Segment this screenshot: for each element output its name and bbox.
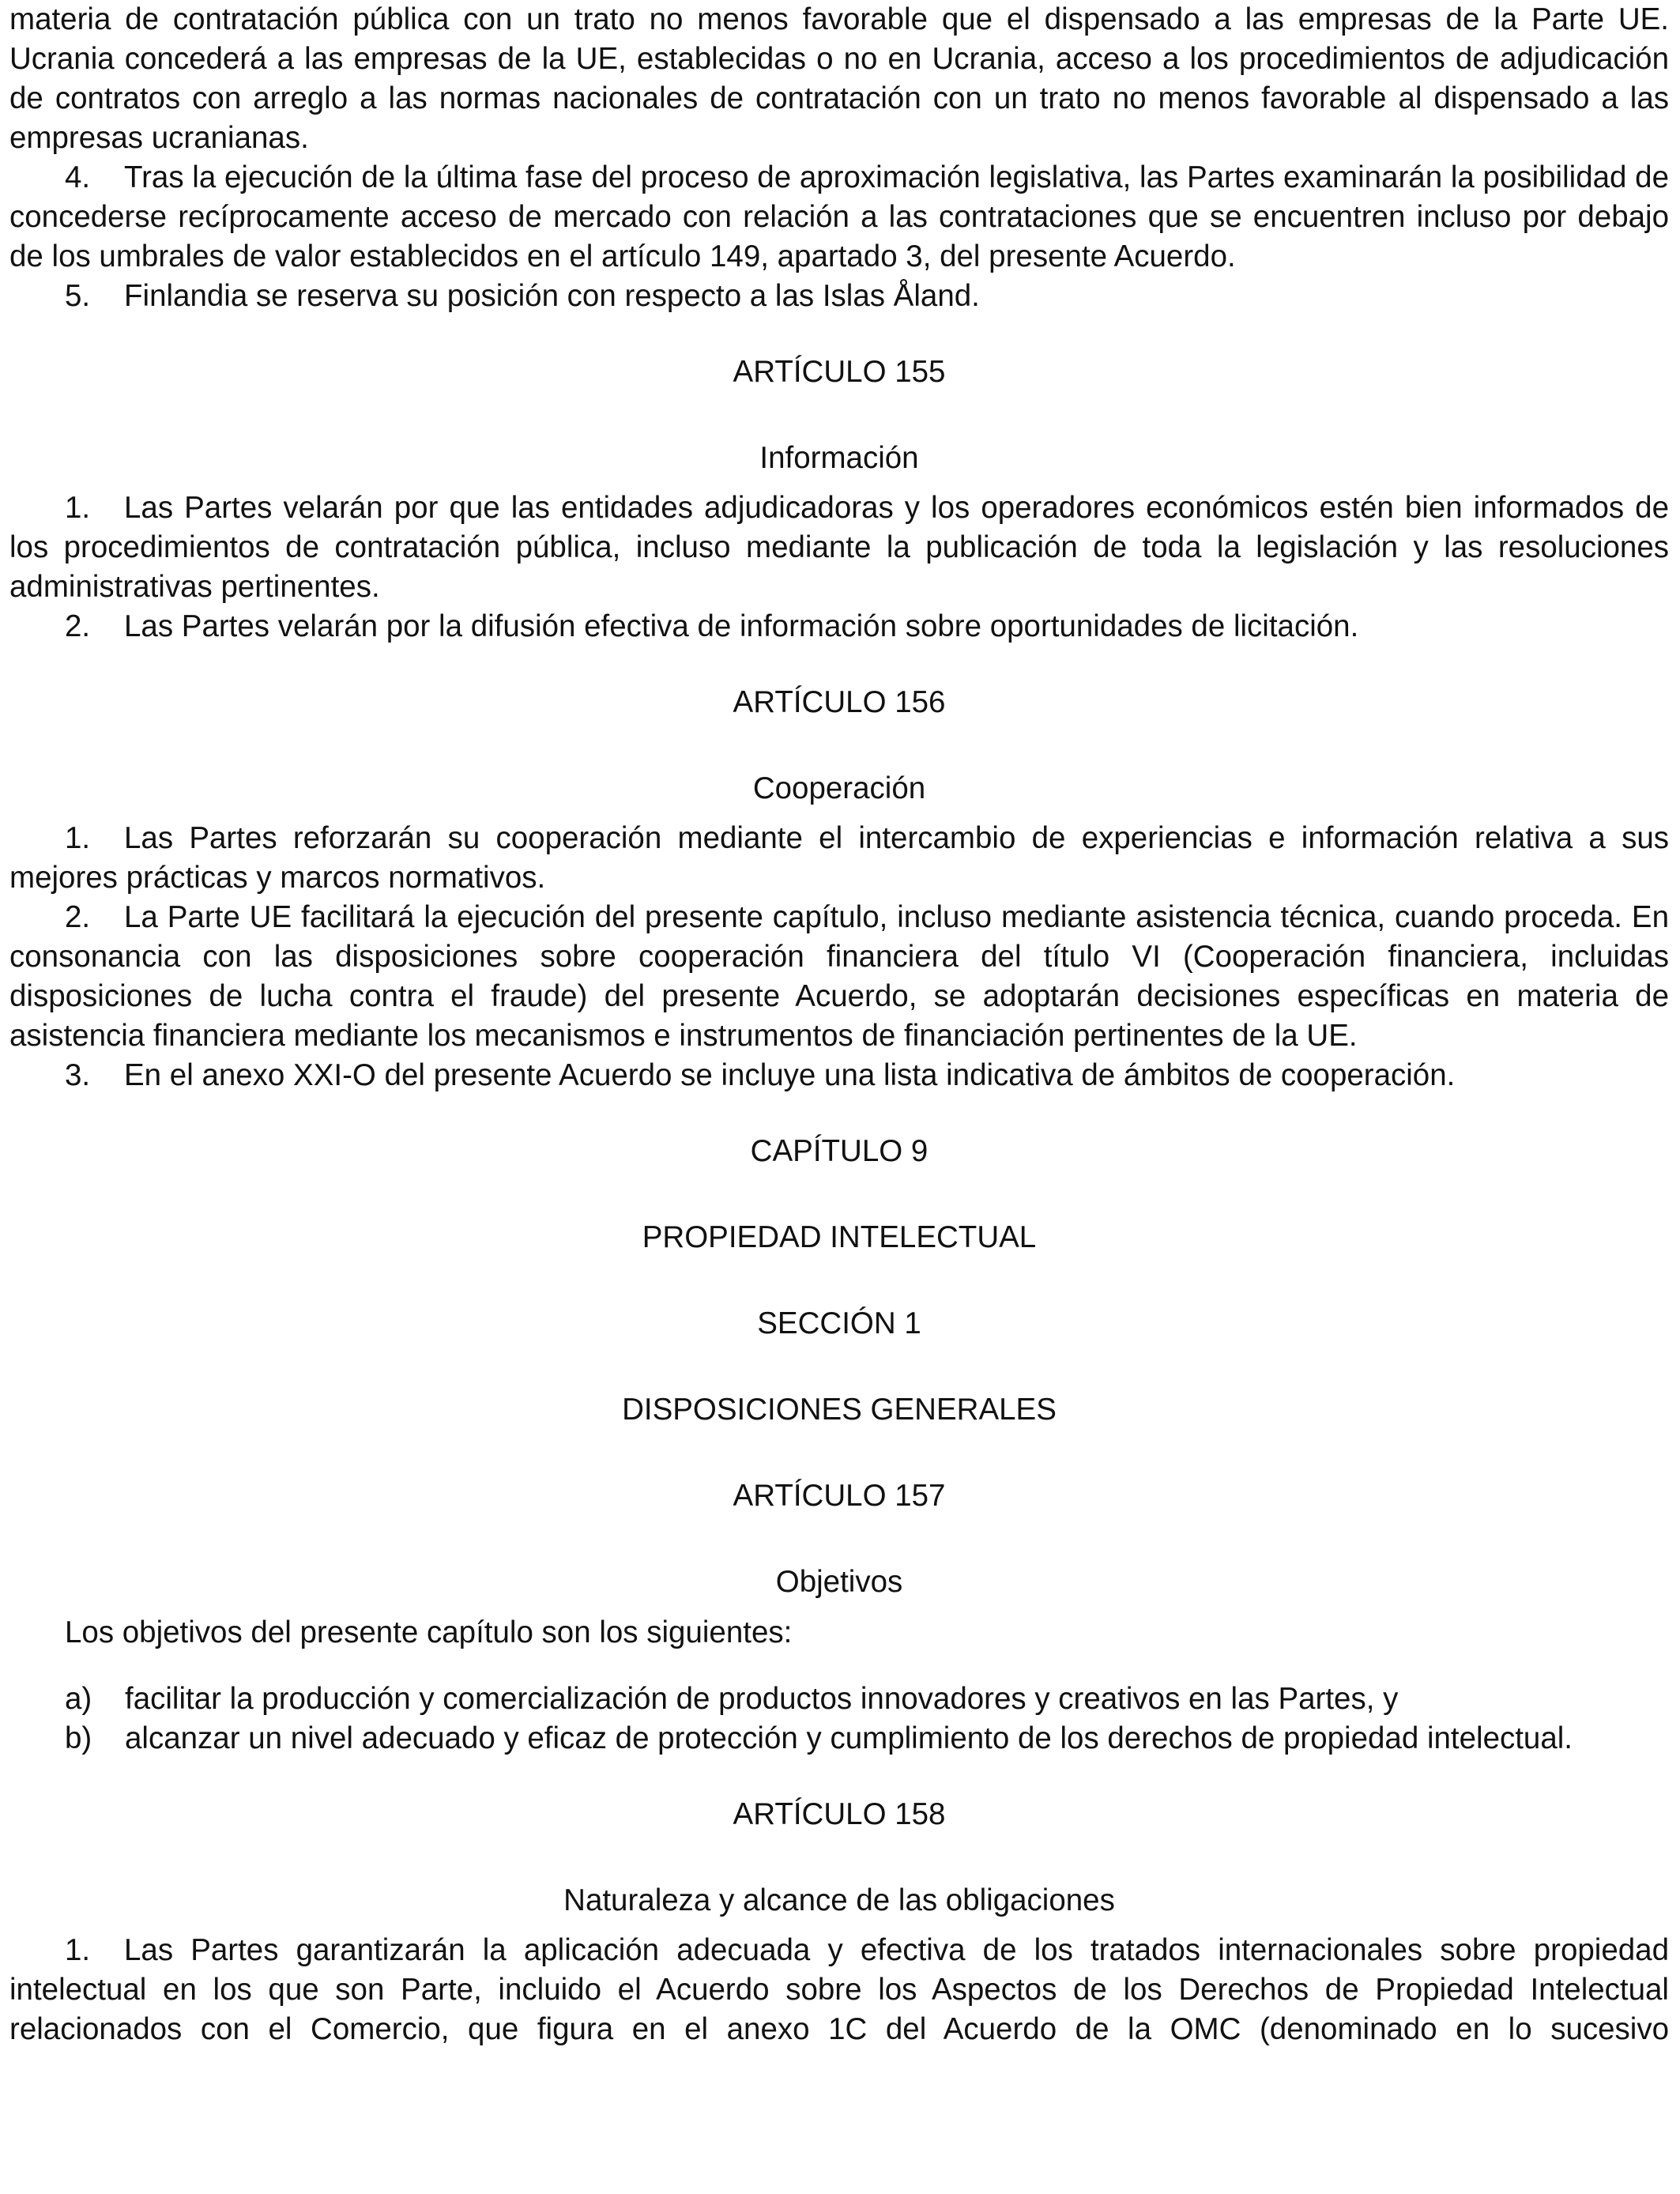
list-marker: b) — [65, 1721, 92, 1755]
list-item — [9, 1719, 1669, 1759]
paragraph-text: Las Partes garantizarán la aplicación adecuada y efectiva de los tratados internacionales sobre propiedad intelectual en los que son Parte, incluido el Acuerdo sobre los Aspectos de los Derechos de Propiedad Intelectual relacionados con el Comercio, que figura en el anexo 1C del Acuerdo de la OMC (denominado en lo sucesivo — [9, 1933, 1669, 2046]
article-157-title: Objetivos — [775, 1565, 903, 1599]
section-heading: SECCIÓN 1 — [757, 1306, 921, 1340]
article-155-title: Información — [759, 441, 919, 475]
article-158-heading: ARTÍCULO 158 — [733, 1797, 946, 1831]
paragraph-text: En el anexo XXI-O del presente Acuerdo se incluye una lista indicativa de ámbitos de cooperación. — [124, 1058, 1456, 1092]
article-158-paragraph-1 — [9, 1931, 1669, 2049]
paragraph-text: Las Partes velarán por que las entidades adjudicadoras y los operadores económicos estén bien informados de los procedimientos de contratación pública, incluso mediante la publicación de toda la legislación y las resoluciones administrativas pertinentes. — [9, 491, 1669, 604]
list-item — [9, 1679, 1669, 1719]
article-154-paragraph-5 — [9, 277, 1669, 316]
paragraph-text: Las Partes reforzarán su cooperación mediante el intercambio de experiencias e información relativa a sus mejores prácticas y marcos normativos. — [9, 821, 1669, 895]
paragraph-number: 2. — [65, 609, 91, 643]
paragraph-number: 3. — [65, 1058, 91, 1092]
paragraph-number: 1. — [65, 821, 91, 855]
article-156-paragraph-2 — [9, 898, 1669, 1056]
paragraph-number: 2. — [65, 900, 91, 934]
article-157-intro: Los objetivos del presente capítulo son los siguientes: — [65, 1615, 793, 1649]
paragraph-text: La Parte UE facilitará la ejecución del presente capítulo, incluso mediante asistencia técnica, cuando proceda. En consonancia con las disposiciones sobre cooperación financiera del título VI (Cooperación financiera, incluidas disposiciones de lucha contra el fraude) del presente Acuerdo, se adoptarán decisiones específicas en materia de asistencia financiera mediante los mecanismos e instrumentos de financiación pertinentes de la UE. — [9, 900, 1669, 1053]
paragraph-number: 1. — [65, 1933, 91, 1967]
paragraph-text: Las Partes velarán por la difusión efectiva de información sobre oportunidades de licitación. — [124, 609, 1359, 643]
article-155-paragraph-2 — [9, 607, 1669, 647]
document-page — [9, 0, 1669, 2049]
section-title: DISPOSICIONES GENERALES — [622, 1393, 1057, 1427]
chapter-heading: CAPÍTULO 9 — [750, 1134, 929, 1168]
paragraph-number: 1. — [65, 491, 91, 525]
paragraph-text: Tras la ejecución de la última fase del proceso de aproximación legislativa, las Partes examinarán la posibilidad de concederse recíprocamente acceso de mercado con relación a las contrataciones que se encuentren incluso por debajo de los umbrales de valor establecidos en el artículo 149, apartado 3, del presente Acuerdo. — [9, 160, 1669, 273]
paragraph-number: 4. — [65, 160, 91, 194]
paragraph-text: Finlandia se reserva su posición con respecto a las Islas Åland. — [124, 279, 980, 313]
continuation-paragraph: materia de contratación pública con un trato no menos favorable que el dispensado a las empresas de la Parte UE. Ucrania concederá a las empresas de la UE, establecidas o no en Ucrania, acceso a los procedimientos de adjudicación de contratos con arreglo a las normas nacionales de contratación con un trato no menos favorable al dispensado a las empresas ucranianas. — [9, 2, 1669, 155]
article-156-title: Cooperación — [752, 771, 926, 805]
list-text: alcanzar un nivel adecuado y eficaz de protección y cumplimiento de los derechos de propiedad intelectual. — [125, 1721, 1573, 1755]
list-text: facilitar la producción y comercialización de productos innovadores y creativos en las Partes, y — [125, 1682, 1399, 1716]
article-154-paragraph-4 — [9, 158, 1669, 277]
article-156-paragraph-1 — [9, 819, 1669, 898]
article-156-heading: ARTÍCULO 156 — [733, 685, 946, 719]
article-155-heading: ARTÍCULO 155 — [733, 355, 946, 389]
article-157-heading: ARTÍCULO 157 — [733, 1479, 946, 1513]
chapter-title: PROPIEDAD INTELECTUAL — [642, 1220, 1037, 1254]
list-marker: a) — [65, 1682, 92, 1716]
article-155-paragraph-1 — [9, 488, 1669, 607]
paragraph-number: 5. — [65, 279, 91, 313]
article-158-title: Naturaleza y alcance de las obligaciones — [563, 1883, 1115, 1917]
article-156-paragraph-3 — [9, 1056, 1669, 1095]
